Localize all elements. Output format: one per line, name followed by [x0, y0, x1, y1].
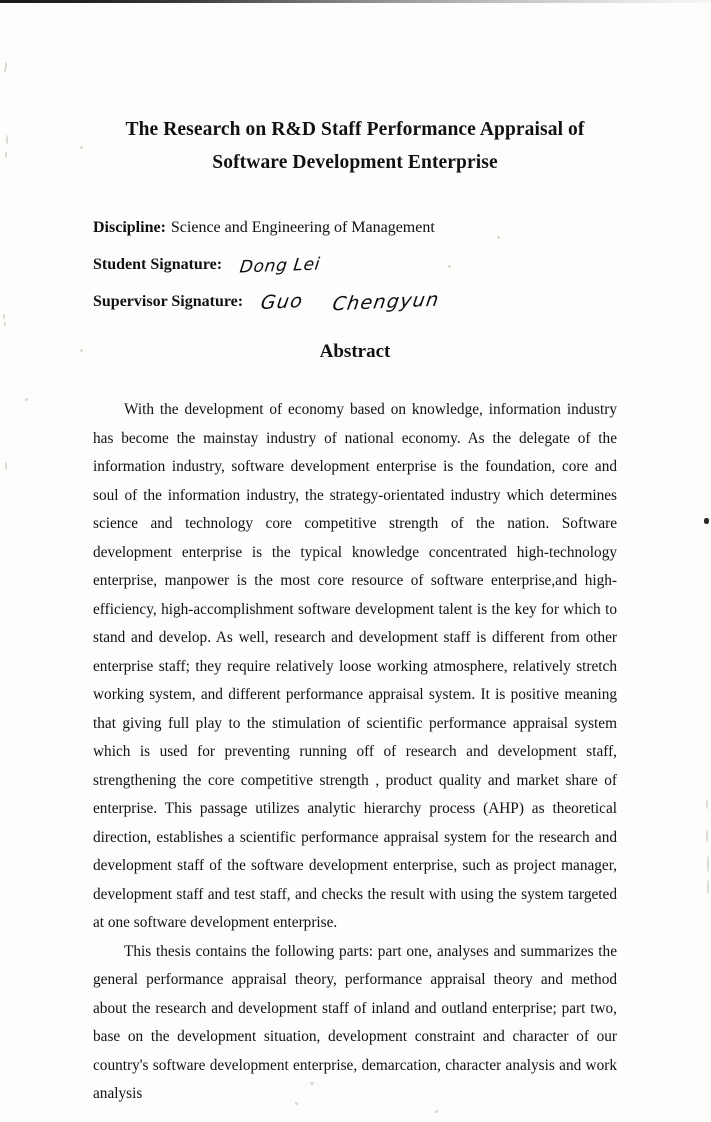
- discipline-value: Science and Engineering of Management: [170, 219, 435, 236]
- page-title: [93, 113, 617, 179]
- abstract-paragraph: This thesis contains the following parts: part one, analyses and summarizes the general performance appraisal theory, performance appraisal theory and method about the research and development staff of inland and outland enterprise; part two, base on the development situation, development constraint and character of our country's software development enterprise, demarcation, character analysis and work analysis: [93, 942, 617, 1102]
- scan-speck: [435, 1110, 438, 1113]
- scan-speck: [704, 518, 709, 524]
- metadata-row-discipline: [93, 219, 617, 254]
- supervisor-signature-handwriting-first: Guo: [259, 290, 305, 314]
- scan-speck: [6, 135, 8, 144]
- abstract-body: [93, 396, 617, 1109]
- scan-speck: [80, 349, 83, 352]
- scan-speck: [3, 314, 5, 319]
- abstract-paragraph: With the development of economy based on knowledge, information industry has become the mainstay industry of national economy. As the delegate of the information industry, software development enterprise is the foundation, core and soul of the information industry, the strategy-orientated industry which determines science and technology core competitive strength of the nation. Software development enterprise is the typical knowledge concentrated high-technology enterprise, manpower is the most core resource of software enterprise,and high-efficiency, high-accomplishment software development talent is the key for which to stand and develop. As well, research and development staff is different from other enterprise staff; they require relatively loose working atmosphere, relatively stretch working system, and different performance appraisal system. It is positive meaning that giving full play to the stimulation of scientific performance appraisal system which is used for preventing running off of research and development staff, strengthening the core competitive strength , product quality and market share of enterprise. This passage utilizes analytic hierarchy process (AHP) as theoretical direction, establishes a scientific performance appraisal system for the research and development staff of the software development enterprise, such as project manager, development staff and test staff, and checks the result with using the system targeted at one software development enterprise.: [93, 401, 617, 931]
- metadata-block: [93, 219, 617, 324]
- scan-edge-artifact: [0, 0, 711, 3]
- supervisor-signature-slot: [259, 288, 442, 316]
- student-signature-slot: [240, 256, 320, 276]
- scan-speck: [4, 322, 6, 326]
- title-line-2: Software Development Enterprise: [212, 152, 498, 173]
- metadata-row-supervisor-signature: [93, 289, 617, 324]
- scan-speck: [5, 462, 7, 470]
- scan-speck: [707, 880, 709, 894]
- scan-speck: [706, 800, 708, 809]
- discipline-label: Discipline:: [93, 219, 166, 236]
- scan-speck: [4, 68, 6, 72]
- title-line-1: The Research on R&D Staff Performance Appraisal of: [125, 119, 585, 140]
- supervisor-signature-label: Supervisor Signature:: [93, 293, 244, 310]
- scan-speck: [706, 830, 708, 842]
- student-signature-handwriting: Dong Lei: [238, 254, 322, 278]
- metadata-row-student-signature: [93, 254, 617, 289]
- scan-speck: [707, 856, 709, 872]
- student-signature-label: Student Signature:: [93, 256, 223, 273]
- abstract-heading: Abstract: [319, 341, 391, 362]
- scan-speck: [25, 398, 28, 401]
- supervisor-signature-handwriting-last: Chengyun: [331, 288, 442, 316]
- scan-speck: [5, 152, 7, 158]
- scan-speck: [80, 146, 83, 149]
